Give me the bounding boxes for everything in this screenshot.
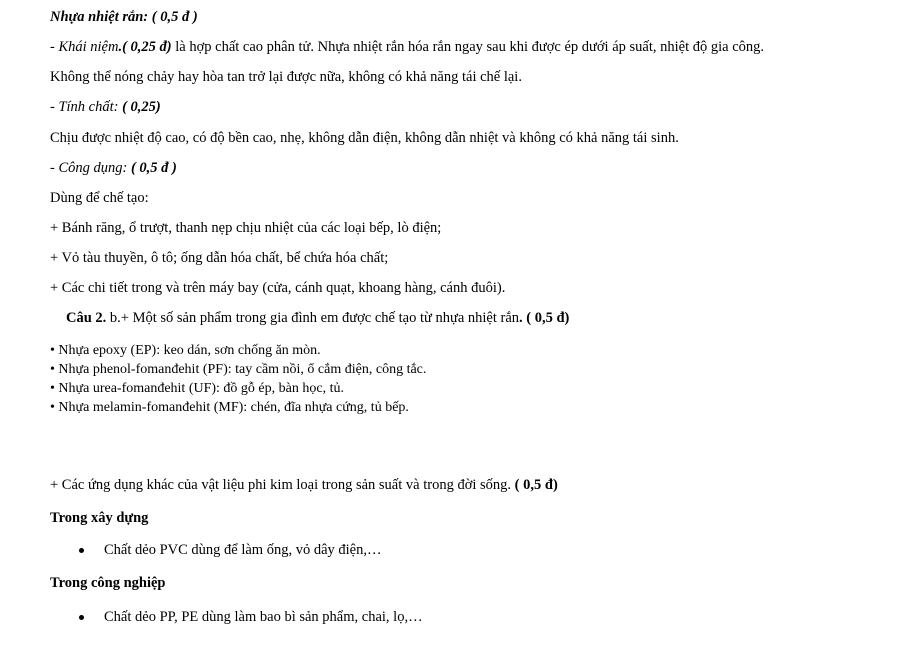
industry-heading: Trong công nghiệp bbox=[50, 575, 166, 591]
use-intro: Dùng để chế tạo: bbox=[50, 190, 149, 206]
use-item: + Các chi tiết trong và trên máy bay (cửa, cánh quạt, khoang hàng, cánh đuôi). bbox=[50, 280, 506, 296]
industry-item: Chất dẻo PP, PE dùng làm bao bì sản phẩm, chai, lọ,… bbox=[104, 609, 423, 625]
product-item: • Nhựa epoxy (EP): keo dán, sơn chống ăn mòn. bbox=[50, 343, 321, 358]
bullet-dot bbox=[79, 615, 84, 620]
construction-item: Chất dẻo PVC dùng để làm ống, vỏ dây điện,… bbox=[104, 542, 382, 558]
property-label: - Tính chất: bbox=[50, 99, 123, 115]
construction-heading: Trong xây dựng bbox=[50, 510, 149, 526]
property-text: Chịu được nhiệt độ cao, có độ bền cao, nhẹ, không dẫn điện, không dẫn nhiệt và không có khả năng tái sinh. bbox=[50, 130, 679, 146]
question-label: Câu 2. bbox=[66, 310, 107, 326]
other-uses-text: + Các ứng dụng khác của vật liệu phi kim loại trong sản suất và trong đời sống. bbox=[50, 477, 515, 493]
product-item: • Nhựa urea-fomanđehit (UF): đồ gỗ ép, bàn học, tủ. bbox=[50, 381, 344, 396]
use-item: + Bánh răng, ổ trượt, thanh nẹp chịu nhiệt của các loại bếp, lò điện; bbox=[50, 220, 442, 236]
concept-text-continued: Không thể nóng chảy hay hòa tan trở lại được nữa, không có khả năng tái chế lại. bbox=[50, 69, 522, 85]
thermoset-heading: Nhựa nhiệt rắn: ( 0,5 đ ) bbox=[50, 9, 198, 25]
property-line bbox=[50, 98, 161, 116]
use-line bbox=[50, 159, 177, 177]
bullet-dot bbox=[79, 548, 84, 553]
other-uses-score: ( 0,5 đ) bbox=[514, 477, 558, 493]
concept-label: - Khái niệm bbox=[50, 39, 119, 55]
property-score: ( 0,25) bbox=[122, 99, 161, 115]
product-item: • Nhựa melamin-fomanđehit (MF): chén, đĩa nhựa cứng, tủ bếp. bbox=[50, 400, 409, 415]
other-uses-line bbox=[50, 476, 558, 494]
use-label: - Công dụng: bbox=[50, 160, 131, 176]
concept-score: .( 0,25 đ) bbox=[118, 39, 172, 55]
concept-line bbox=[50, 38, 764, 56]
product-item: • Nhựa phenol-fomanđehit (PF): tay cầm nồi, ổ cắm điện, công tắc. bbox=[50, 362, 427, 377]
concept-text: là hợp chất cao phân tử. Nhựa nhiệt rắn hóa rắn ngay sau khi được ép dưới áp suất, nhiệt độ gia công. bbox=[171, 39, 765, 55]
question-text: b.+ Một số sản phẩm trong gia đình em được chế tạo từ nhựa nhiệt rắn bbox=[106, 310, 520, 326]
question-2-line bbox=[66, 309, 569, 327]
question-score: . ( 0,5 đ) bbox=[519, 310, 570, 326]
use-item: + Vỏ tàu thuyền, ô tô; ống dẫn hóa chất, bể chứa hóa chất; bbox=[50, 250, 389, 266]
use-score: ( 0,5 đ ) bbox=[130, 160, 177, 176]
